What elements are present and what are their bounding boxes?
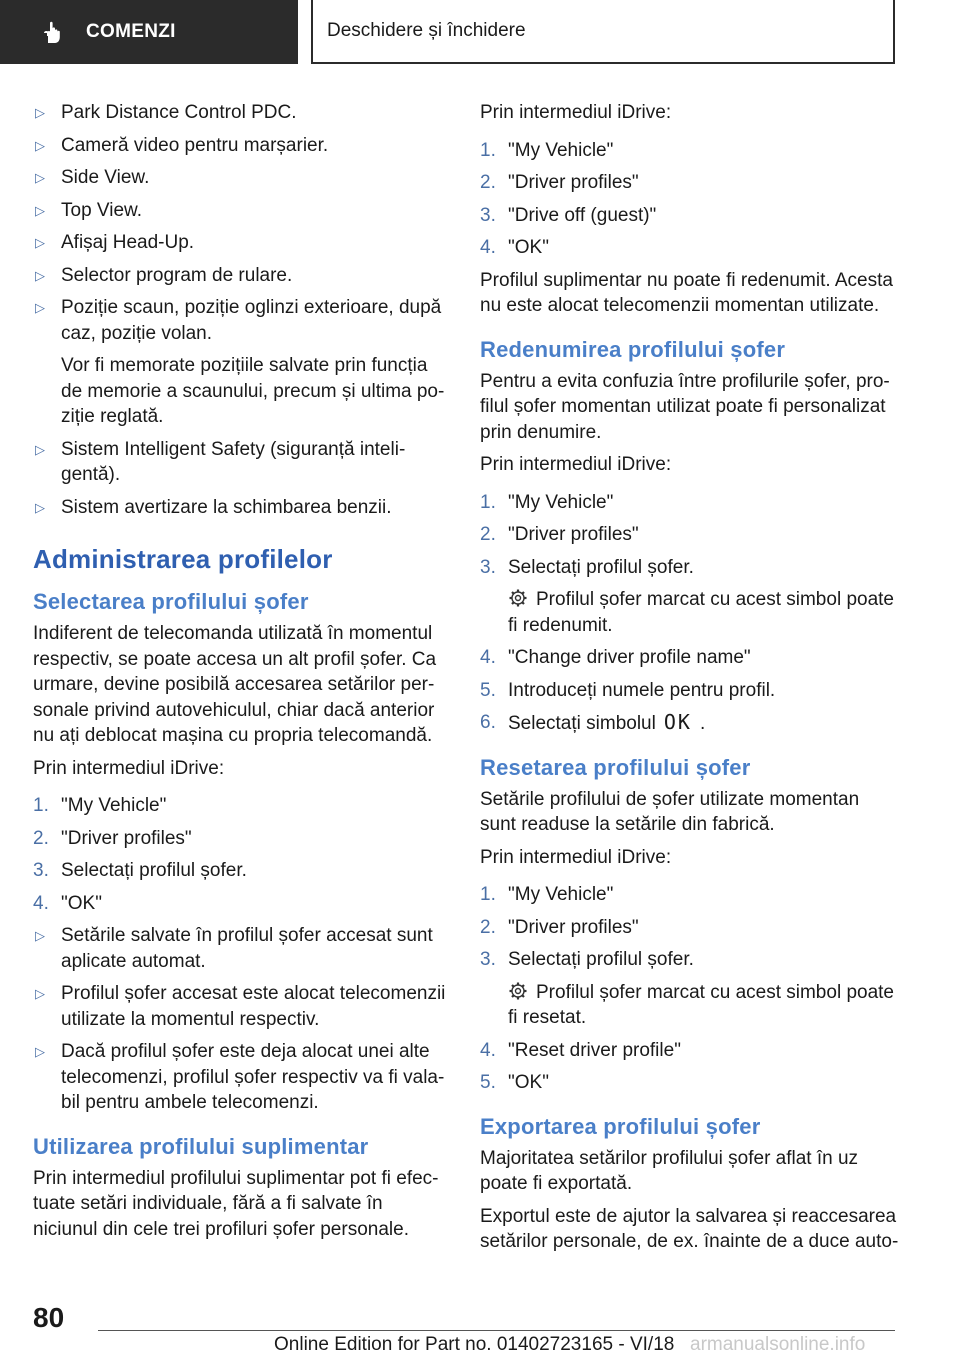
list-item: ▷ Dacă profilul șofer este deja alocat unei alte telecomenzi, profilul șofer respectiv va fi vala-bil pentru ambele telecomenzi. <box>35 1041 445 1113</box>
step-item: 2. "Driver profiles" <box>480 916 639 938</box>
select-paragraph: Indiferent de telecomanda utilizată în momentul respectiv, se poate accesa un alt profil șofer. Ca urmare, devine posibilă accesarea setărilor per-sonale privind autovehiculul, chiar dacă anterior nu ați deblocat mașina cu propria telecomandă. <box>33 623 437 746</box>
gear-icon <box>508 981 528 1001</box>
list-item: ▷ Selector program de rulare. <box>33 263 448 289</box>
tab-deschidere-label: Deschidere și închidere <box>327 20 526 41</box>
heading-rename-profile: Redenumirea profilului șofer <box>480 336 786 362</box>
list-item: ▷ Sistem Intelligent Safety (siguranță inteli-gentă). <box>35 438 406 485</box>
step-item: 4. "OK" <box>33 892 102 914</box>
list-item: ▷ Sistem avertizare la schimbarea benzii. <box>33 495 448 521</box>
left-column <box>33 100 448 1249</box>
via-idrive-text: Prin intermediul iDrive: <box>480 846 672 868</box>
tab-comenzi[interactable] <box>0 0 298 64</box>
watermark: armanualsonline.info <box>690 1334 866 1355</box>
step-item: 2. "Driver profiles" <box>480 524 639 545</box>
tab-deschidere[interactable] <box>311 0 895 64</box>
step-item: 3. Selectați profilul șofer. <box>33 860 247 881</box>
list-item: ▷ Park Distance Control PDC. <box>33 100 448 126</box>
guest-paragraph: Prin intermediul profilului suplimentar pot fi efec-tuate setări individuale, fără a fi salvate în niciunul din cele trei profiluri șofer personale. <box>33 1167 439 1240</box>
triangle-bullet-icon: ▷ <box>35 170 45 185</box>
heading-select-profile: Selectarea profilului șofer <box>33 589 309 614</box>
triangle-bullet-icon: ▷ <box>35 202 45 218</box>
list-item: ▷ Side View. <box>33 165 448 191</box>
footer-edition: Online Edition for Part no. 01402723165 - VI/18 <box>274 1334 675 1355</box>
triangle-bullet-icon: ▷ <box>35 267 45 283</box>
via-idrive-text: Prin intermediul iDrive: <box>480 454 672 475</box>
step-item: 3. Selectați profilul șofer. <box>480 556 694 578</box>
step-item: 2. "Driver profiles" <box>33 827 192 849</box>
step-item: 4. "OK" <box>480 237 549 258</box>
feature-list <box>33 100 448 520</box>
list-item: ▷ Afișaj Head-Up. <box>33 230 448 256</box>
via-idrive-text: Prin intermediul iDrive: <box>33 757 225 779</box>
footer-divider <box>98 1330 895 1331</box>
step-item: 1. "My Vehicle" <box>480 139 614 161</box>
list-item: ▷ Poziție scaun, poziție oglinzi exterioare, după caz, poziție volan. <box>35 297 442 344</box>
triangle-bullet-icon: ▷ <box>35 235 45 250</box>
reset-paragraph: Setările profilului de șofer utilizate momentan sunt readuse la setările din fabrică. <box>480 788 860 835</box>
triangle-bullet-icon: ▷ <box>35 499 45 515</box>
gear-icon <box>508 588 528 608</box>
list-item: ▷ Top View. <box>33 198 448 224</box>
triangle-bullet-icon: ▷ <box>35 1044 45 1059</box>
guest-note: Profilul suplimentar nu poate fi redenumit. Acesta nu este alocat telecomenzii momentan utilizate. <box>480 269 893 316</box>
step-item: 5. Introduceți numele pentru profil. <box>480 679 776 701</box>
triangle-bullet-icon: ▷ <box>35 928 45 943</box>
step-item: 5. "OK" <box>480 1072 549 1093</box>
triangle-bullet-icon: ▷ <box>35 986 45 1001</box>
step-item: 6. Selectați simbolul OK . <box>480 710 706 734</box>
page-header <box>0 0 960 66</box>
step-item: 1. "My Vehicle" <box>480 884 614 905</box>
step-item: 4. "Reset driver profile" <box>480 1039 681 1061</box>
triangle-bullet-icon: ▷ <box>35 300 45 315</box>
rename-symbol-note: Profilul șofer marcat cu acest simbol poate fi redenumit. <box>508 589 894 636</box>
page-number: 80 <box>33 1302 65 1333</box>
right-column <box>480 100 900 1262</box>
step-item: 4. "Change driver profile name" <box>480 647 751 668</box>
export-paragraph-1: Majoritatea setărilor profilului șofer aflat în uz poate fi exportată. <box>480 1147 859 1194</box>
list-item: ▷ Cameră video pentru marșarier. <box>33 133 448 159</box>
memory-note: Vor fi memorate pozițiile salvate prin funcția de memorie a scaunului, precum și ultima po-ziție reglată. <box>61 355 445 427</box>
export-paragraph-2: Exportul este de ajutor la salvarea și reaccesarea setărilor personale, de ex. înainte de a duce auto- <box>480 1205 899 1252</box>
section-title-profiles: Administrarea profilelor <box>33 544 333 574</box>
step-item: 3. Selectați profilul șofer. <box>480 949 694 970</box>
rename-paragraph: Pentru a evita confuzia între profilurile șofer, pro-filul șofer momentan utilizat poate fi personalizat prin denumire. <box>480 370 890 443</box>
via-idrive-text: Prin intermediul iDrive: <box>480 102 672 123</box>
step-item: 2. "Driver profiles" <box>480 172 639 193</box>
reset-symbol-note: Profilul șofer marcat cu acest simbol poate fi resetat. <box>508 981 894 1028</box>
heading-guest-profile: Utilizarea profilului suplimentar <box>33 1133 369 1159</box>
heading-reset-profile: Resetarea profilului șofer <box>480 754 751 780</box>
triangle-bullet-icon: ▷ <box>35 105 45 120</box>
step-item: 3. "Drive off (guest)" <box>480 204 657 226</box>
ok-symbol-icon: OK <box>663 710 692 734</box>
hand-pointer-icon <box>40 19 66 45</box>
list-item: ▷ Setările salvate în profilul șofer accesat sunt aplicate automat. <box>35 925 433 972</box>
heading-export-profile: Exportarea profilului șofer <box>480 1113 761 1139</box>
list-item: ▷ Profilul șofer accesat este alocat telecomenzii utilizate la momentul respectiv. <box>35 983 446 1030</box>
triangle-bullet-icon: ▷ <box>35 441 45 457</box>
triangle-bullet-icon: ▷ <box>35 137 45 153</box>
step-item: 1. "My Vehicle" <box>480 491 614 513</box>
step-item: 1. "My Vehicle" <box>33 795 167 816</box>
tab-comenzi-label: COMENZI <box>86 21 176 42</box>
